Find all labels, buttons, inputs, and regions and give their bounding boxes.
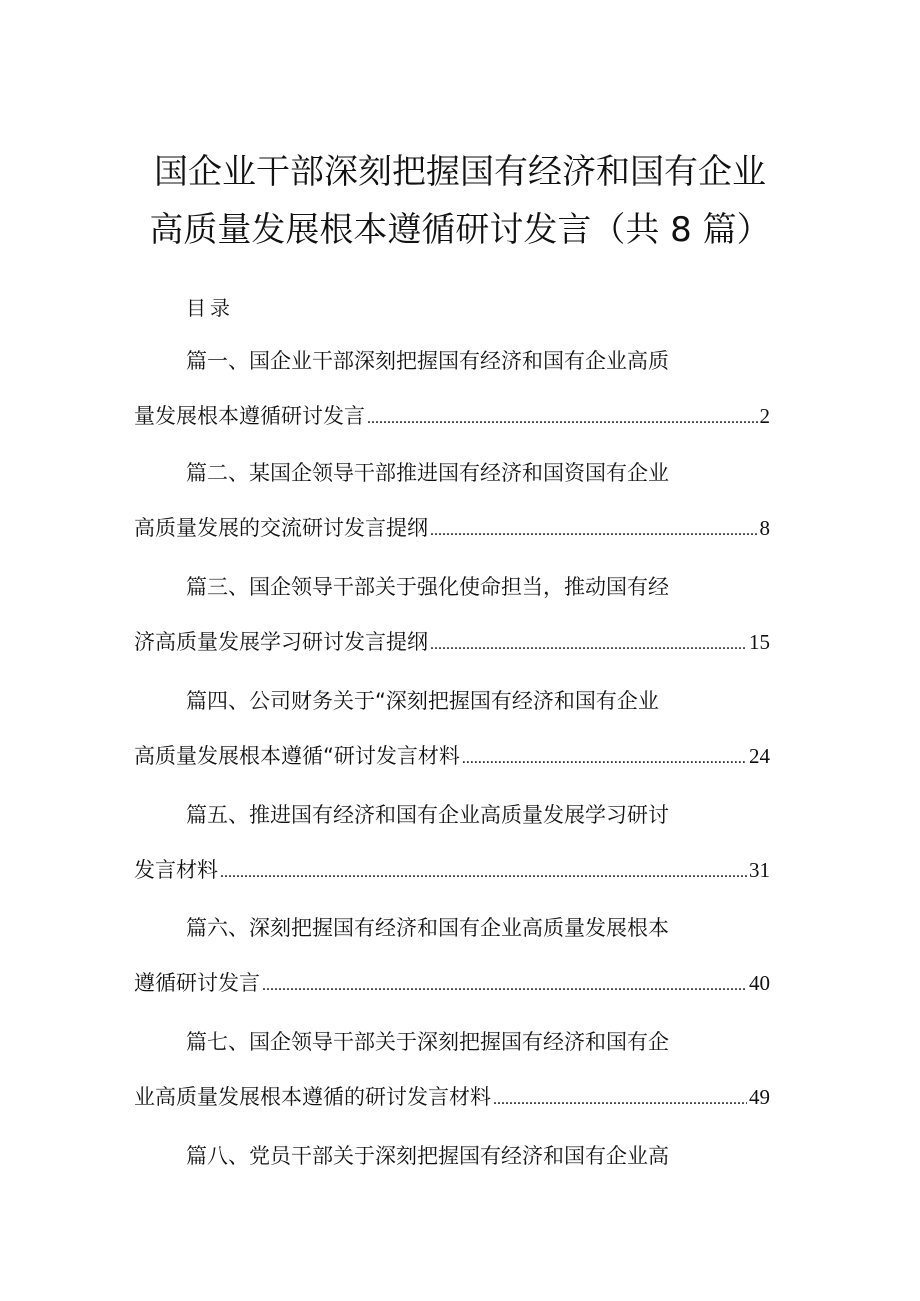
toc-entry-title: 篇三、国企领导干部关于强化使命担当，推动国有经 xyxy=(186,575,669,599)
toc-entry-title-cont: 发言材料 xyxy=(134,858,218,882)
toc-entry[interactable] xyxy=(0,458,920,558)
toc-page-number: 8 xyxy=(759,516,770,540)
toc-entry-title-cont: 高质量发展的交流研讨发言提纲 xyxy=(134,516,428,540)
toc-leader-dots xyxy=(262,971,747,1001)
toc-entry-title: 篇八、党员干部关于深刻把握国有经济和国有企业高 xyxy=(186,1144,669,1168)
toc-entry-title: 篇六、深刻把握国有经济和国有企业高质量发展根本 xyxy=(186,916,669,940)
toc-entry[interactable] xyxy=(0,1141,920,1241)
toc-page-number: 31 xyxy=(749,858,770,882)
toc-leader-dots xyxy=(367,404,758,434)
toc-entry-title: 篇一、国企业干部深刻把握国有经济和国有企业高质 xyxy=(186,349,669,373)
toc-page-number: 15 xyxy=(749,630,770,654)
document-title-line-1: 国企业干部深刻把握国有经济和国有企业 xyxy=(154,152,766,192)
toc-entry-continuation xyxy=(134,627,770,660)
document-title-line-2: 高质量发展根本遵循研讨发言（共 8 篇） xyxy=(149,210,771,250)
toc-page-number: 49 xyxy=(749,1085,770,1109)
toc-entry-title-cont: 济高质量发展学习研讨发言提纲 xyxy=(134,630,428,654)
toc-entry[interactable] xyxy=(0,1027,920,1127)
toc-entry-title-cont: 高质量发展根本遵循“研讨发言材料 xyxy=(134,744,460,768)
toc-entry-title-cont: 量发展根本遵循研讨发言 xyxy=(134,404,365,428)
toc-leader-dots xyxy=(220,858,747,888)
toc-entry-continuation xyxy=(134,968,770,1001)
toc-entry-continuation xyxy=(134,401,770,434)
toc-leader-dots xyxy=(462,744,747,774)
toc-entry-title-cont: 遵循研讨发言 xyxy=(134,971,260,995)
toc-entry[interactable] xyxy=(0,572,920,672)
toc-entry-continuation xyxy=(134,1082,770,1115)
toc-leader-dots xyxy=(430,630,747,660)
toc-entry-title: 篇二、某国企领导干部推进国有经济和国资国有企业 xyxy=(186,461,669,485)
toc-heading: 目录 xyxy=(186,296,234,320)
toc-leader-dots xyxy=(493,1085,747,1115)
toc-entry-continuation xyxy=(134,513,770,546)
toc-leader-dots xyxy=(430,516,758,546)
toc-entry-title: 篇五、推进国有经济和国有企业高质量发展学习研讨 xyxy=(186,803,669,827)
toc-entry-continuation xyxy=(134,855,770,888)
toc-entry[interactable] xyxy=(0,686,920,786)
toc-page-number: 40 xyxy=(749,971,770,995)
toc-page-number: 2 xyxy=(759,404,770,428)
toc-entry-title: 篇四、公司财务关于“深刻把握国有经济和国有企业 xyxy=(186,689,659,713)
toc-entry[interactable] xyxy=(0,800,920,900)
toc-entry-title: 篇七、国企领导干部关于深刻把握国有经济和国有企 xyxy=(186,1030,669,1054)
toc-entry[interactable] xyxy=(0,913,920,1013)
toc-entry[interactable] xyxy=(0,346,920,446)
toc-entry-continuation xyxy=(134,741,770,774)
toc-entry-title-cont: 业高质量发展根本遵循的研讨发言材料 xyxy=(134,1085,491,1109)
toc-page-number: 24 xyxy=(749,744,770,768)
